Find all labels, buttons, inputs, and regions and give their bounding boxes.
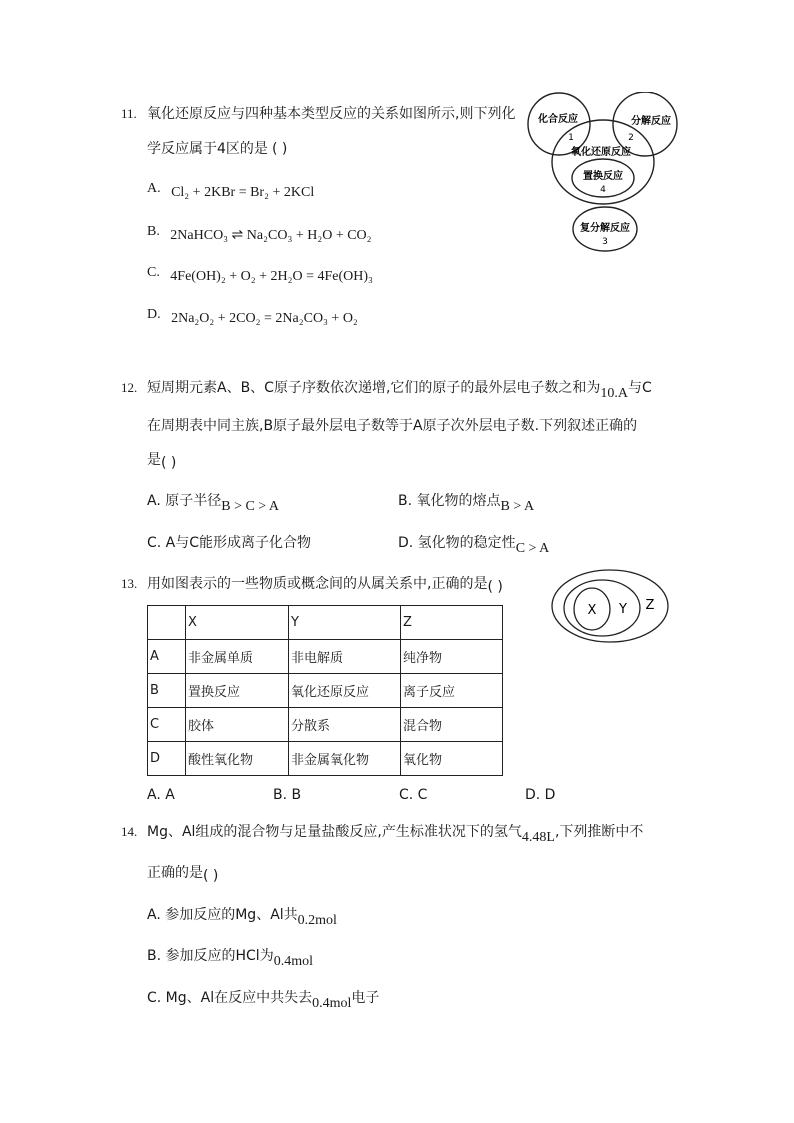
z-label: Z [645,598,655,613]
table-cell: 混合物 [401,708,503,742]
option-c [147,264,373,284]
option-formula: B > A [500,499,535,514]
question-stem-line1 [147,377,652,401]
table-cell: Y [289,606,401,640]
displacement-label: 置换反应 [583,171,623,182]
option-text: B. 氧化物的熔点 [398,493,501,509]
table-row [148,640,503,674]
question-stem-line2 [147,862,218,882]
table-cell: 胶体 [186,708,289,742]
table-cell: 酸性氧化物 [186,742,289,776]
table-cell: 离子反应 [401,674,503,708]
option-text: 电子 [351,990,380,1006]
option-b: B. B [273,787,302,803]
reaction-type-diagram [525,92,680,254]
option-b [398,490,535,514]
table-cell: 非金属氧化物 [289,742,401,776]
redox-label: 氧化还原反应 [571,147,631,158]
question-number: 12. [121,380,138,395]
table-cell: 非电解质 [289,640,401,674]
table-cell [148,606,186,640]
table-cell: 纯净物 [401,640,503,674]
option-text: C. Mg、Al在反应中共失去 [147,990,313,1006]
option-formula: Cl₂ + 2KBr = Br₂ + 2KCl [171,185,315,200]
table-cell: 分散系 [289,708,401,742]
question-number: 13. [121,576,138,591]
answer-blank: ( ) [272,141,288,157]
table-cell: X [186,606,289,640]
option-letter: C. [147,265,160,280]
stem-text: 与C [628,380,652,396]
table-cell: B [148,674,186,708]
option-b [147,945,313,969]
table-cell: D [148,742,186,776]
option-formula: 4Fe(OH)₂ + O₂ + 2H₂O = 4Fe(OH)₃ [170,269,373,284]
answer-blank: ( ) [161,455,177,471]
option-c: C. C [399,787,428,803]
double-decomposition-number: 3 [602,237,608,247]
table-header-row [148,606,503,640]
double-decomposition-label: 复分解反应 [580,223,630,234]
table-row [148,742,503,776]
venn-diagram [550,566,672,646]
option-a [147,180,315,200]
decomposition-number: 2 [628,133,634,143]
table-cell: C [148,708,186,742]
option-a: A. A [147,787,175,803]
question-stem-line3 [147,449,176,469]
option-b [147,223,372,243]
stem-text: ,下列推断中不 [554,824,644,840]
question-stem-line1 [147,821,644,845]
stem-text: Mg、Al组成的混合物与足量盐酸反应,产生标准状况下的氢气 [147,824,522,840]
classification-table [147,605,503,776]
option-formula: 2NaHCO₃ ⇌ Na₂CO₃ + H₂O + CO₂ [170,228,372,243]
decomposition-label: 分解反应 [631,116,671,127]
table-cell: 氧化还原反应 [289,674,401,708]
option-d [398,532,550,556]
stem-text: 是 [147,452,161,468]
option-text: A. 原子半径 [147,493,222,509]
table-cell: 非金属单质 [186,640,289,674]
option-c [147,987,380,1011]
stem-formula: 10.A [600,386,629,401]
option-a [147,904,337,928]
combination-number: 1 [568,133,574,143]
stem-text: 短周期元素A、B、C原子序数依次递增,它们的原子的最外层电子数之和为 [147,380,601,396]
question-stem-line2: 在周期表中同主族,B原子最外层电子数等于A原子次外层电子数.下列叙述正确的 [147,418,638,434]
question-number: 11. [121,106,137,121]
table-cell: 置换反应 [186,674,289,708]
answer-blank: ( ) [203,868,219,884]
combination-label: 化合反应 [538,114,578,125]
option-d: D. D [525,787,556,803]
option-formula: C > A [515,541,550,556]
option-text: D. 氢化物的稳定性 [398,535,516,551]
option-text: B. 参加反应的HCl为 [147,948,274,964]
y-ellipse [564,580,640,636]
option-formula: B > C > A [221,499,280,514]
displacement-number: 4 [600,185,606,195]
answer-blank: ( ) [487,579,503,595]
question-stem [147,573,503,593]
option-d [147,306,358,326]
option-formula: 0.4mol [273,954,313,969]
y-label: Y [619,602,627,617]
table-row [148,674,503,708]
option-formula: 2Na₂O₂ + 2CO₂ = 2Na₂CO₃ + O₂ [171,311,358,326]
stem-text: 用如图表示的一些物质或概念间的从属关系中,正确的是 [147,576,488,592]
option-letter: A. [147,181,161,196]
option-text: A. 参加反应的Mg、Al共 [147,907,298,923]
option-letter: B. [147,224,160,239]
option-a [147,490,280,514]
stem-formula: 4.48L [521,830,555,845]
table-cell: 氧化物 [401,742,503,776]
question-stem-line1: 氧化还原反应与四种基本类型反应的关系如图所示,则下列化 [147,106,516,122]
option-formula: 0.4mol [312,996,352,1011]
x-label: X [587,603,597,618]
question-stem-line2: 学反应属于4区的是 [147,141,268,157]
option-letter: D. [147,307,161,322]
table-row [148,708,503,742]
question-number: 14. [121,824,138,839]
option-formula: 0.2mol [297,913,337,928]
table-cell: Z [401,606,503,640]
stem-text: 正确的是 [147,865,203,881]
option-c: C. A与C能形成离子化合物 [147,535,312,551]
table-cell: A [148,640,186,674]
